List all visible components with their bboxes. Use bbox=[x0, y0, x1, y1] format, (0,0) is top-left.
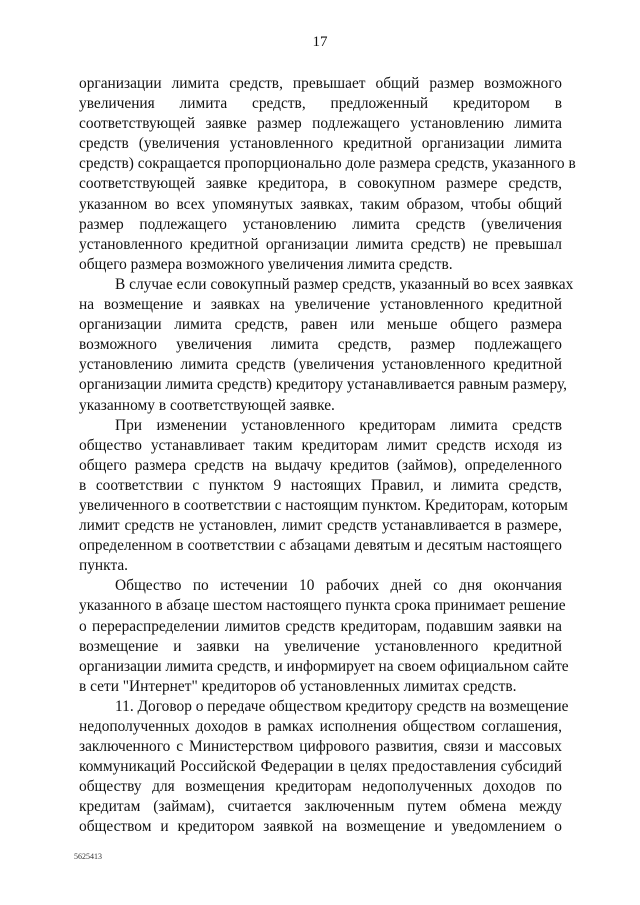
document-body bbox=[79, 74, 576, 838]
page-number: 17 bbox=[312, 34, 328, 50]
text-line: При изменении установленного кредиторам лимита средств bbox=[115, 416, 562, 434]
text-line: недополученных доходов в рамках исполнения обществом соглашения, bbox=[79, 718, 562, 735]
text-line: указанному в соответствующей заявке. bbox=[79, 396, 335, 414]
text-line: о перераспределении лимитов средств кредиторам, подавшим заявки на bbox=[79, 617, 562, 635]
text-line: размер подлежащего установлению лимита средств (увеличения bbox=[79, 215, 562, 233]
text-line: общество устанавливает таким кредиторам лимит средств исходя из bbox=[79, 436, 562, 454]
text-line: лимит средств не установлен, лимит средств устанавливается в размере, bbox=[79, 517, 562, 535]
text-line: средств) сокращается пропорционально доле размера средств, указанного в bbox=[79, 155, 576, 173]
paragraph bbox=[79, 576, 569, 697]
text-line: средств (увеличения установленного кредитной организации лимита bbox=[79, 135, 562, 153]
text-line: в сети "Интернет" кредиторов об установленных лимитах средств. bbox=[79, 677, 517, 695]
text-line: Общество по истечении 10 рабочих дней со дня окончания bbox=[115, 577, 562, 595]
text-line: обществу для возмещения кредиторам недополученных доходов по bbox=[79, 778, 562, 796]
text-line: обществом и кредитором заявкой на возмещение и уведомлением о bbox=[79, 818, 562, 836]
paragraph bbox=[79, 416, 568, 577]
text-line: установлению лимита средств (увеличения установленного кредитной bbox=[79, 356, 562, 374]
text-line: возможного увеличения лимита средств, размер подлежащего bbox=[79, 336, 562, 354]
text-line: в соответствии с пунктом 9 настоящих Правил, и лимита средств, bbox=[79, 476, 562, 494]
text-line: В случае если совокупный размер средств, указанный во всех заявках bbox=[115, 275, 574, 293]
text-line: 11. Договор о передаче обществом кредитору средств на возмещение bbox=[115, 697, 569, 715]
text-line: пункта. bbox=[79, 557, 129, 575]
text-line: определенном в соответствии с абзацами девятым и десятым настоящего bbox=[79, 537, 562, 555]
text-line: организации лимита средств, равен или меньше общего размера bbox=[79, 316, 562, 334]
text-line: общего размера средств на выдачу кредитов (займов), определенного bbox=[79, 456, 562, 474]
text-line: кредитам (займам), считается заключенным путем обмена между bbox=[79, 798, 562, 816]
paragraph bbox=[79, 697, 569, 838]
text-line: организации лимита средств, и информирует на своем официальном сайте bbox=[79, 657, 569, 675]
text-line: увеличения лимита средств, предложенный кредитором в bbox=[79, 95, 562, 113]
paragraph bbox=[79, 74, 576, 275]
text-line: соответствующей заявке размер подлежащего установлению лимита bbox=[79, 115, 562, 133]
text-line: указанного в абзаце шестом настоящего пункта срока принимает решение bbox=[79, 597, 566, 615]
text-line: организации лимита средств, превышает общий размер возможного bbox=[79, 75, 562, 92]
paragraph bbox=[79, 275, 574, 416]
text-line: коммуникаций Российской Федерации в целях предоставления субсидий bbox=[79, 758, 562, 776]
text-line: общего размера возможного увеличения лимита средств. bbox=[79, 255, 453, 273]
text-line: заключенного с Министерством цифрового развития, связи и массовых bbox=[79, 738, 562, 756]
text-line: организации лимита средств) кредитору устанавливается равным размеру, bbox=[79, 376, 567, 394]
text-line: соответствующей заявке кредитора, в совокупном размере средств, bbox=[79, 175, 562, 193]
text-line: увеличенного в соответствии с настоящим пунктом. Кредиторам, которым bbox=[79, 496, 568, 514]
text-line: указанном во всех упомянутых заявках, таким образом, чтобы общий bbox=[79, 195, 562, 213]
text-line: на возмещение и заявках на увеличение установленного кредитной bbox=[79, 296, 562, 314]
text-line: возмещение и заявки на увеличение установленного кредитной bbox=[79, 637, 562, 655]
text-line: установленного кредитной организации лимита средств) не превышал bbox=[79, 235, 562, 253]
document-code: 5625413 bbox=[74, 852, 102, 861]
